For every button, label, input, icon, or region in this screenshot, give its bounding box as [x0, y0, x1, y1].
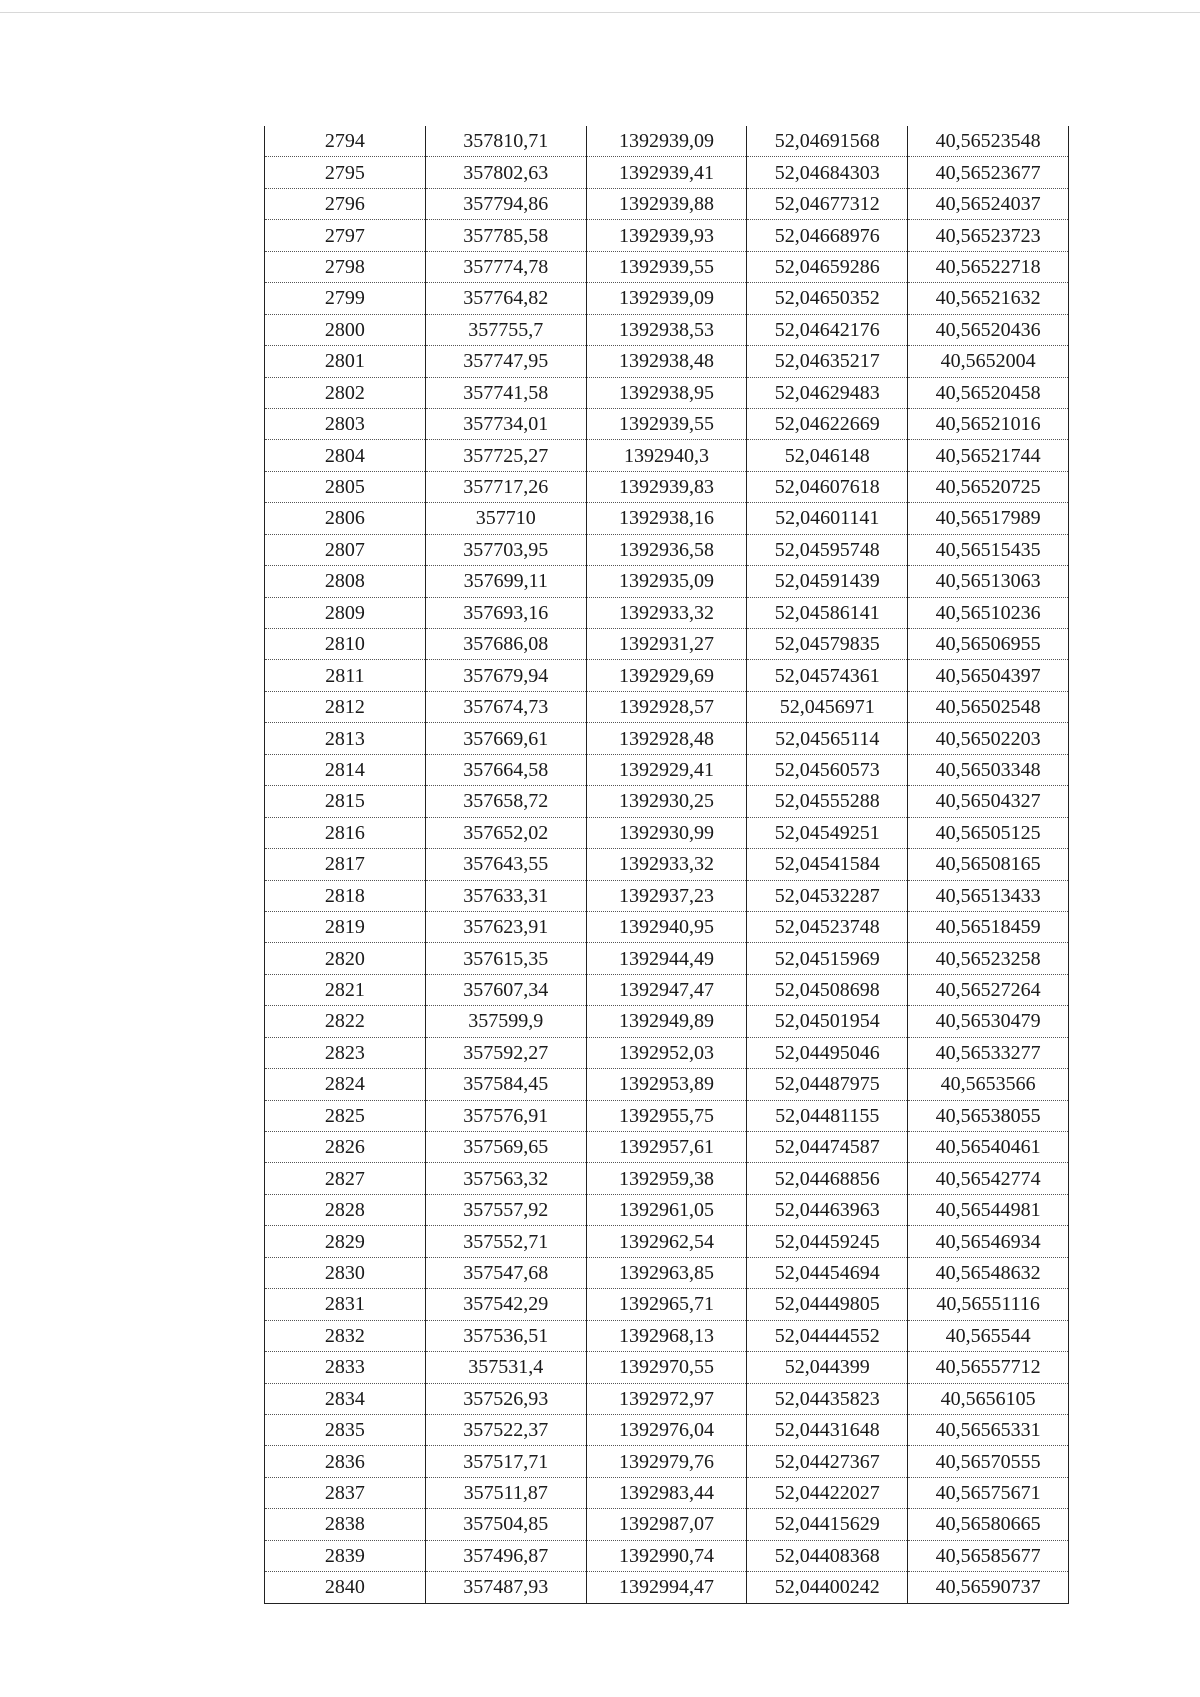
y-coordinate-cell: 1392944,49 — [586, 943, 747, 974]
longitude-cell: 40,565544 — [908, 1320, 1069, 1351]
latitude-cell: 52,04574361 — [747, 660, 908, 691]
latitude-cell: 52,04595748 — [747, 534, 908, 565]
table-row — [265, 1572, 1069, 1603]
x-coordinate-cell: 357607,34 — [425, 974, 586, 1005]
latitude-cell: 52,04650352 — [747, 283, 908, 314]
latitude-cell: 52,04555288 — [747, 786, 908, 817]
y-coordinate-cell: 1392939,83 — [586, 471, 747, 502]
point-number-cell: 2822 — [265, 1006, 426, 1037]
point-number-cell: 2834 — [265, 1383, 426, 1414]
latitude-cell: 52,04444552 — [747, 1320, 908, 1351]
point-number-cell: 2817 — [265, 849, 426, 880]
x-coordinate-cell: 357557,92 — [425, 1194, 586, 1225]
table-row — [265, 597, 1069, 628]
table-row — [265, 974, 1069, 1005]
latitude-cell: 52,0456971 — [747, 691, 908, 722]
x-coordinate-cell: 357487,93 — [425, 1572, 586, 1603]
y-coordinate-cell: 1392962,54 — [586, 1226, 747, 1257]
table-row — [265, 849, 1069, 880]
y-coordinate-cell: 1392931,27 — [586, 629, 747, 660]
x-coordinate-cell: 357643,55 — [425, 849, 586, 880]
longitude-cell: 40,5656105 — [908, 1383, 1069, 1414]
longitude-cell: 40,56590737 — [908, 1572, 1069, 1603]
table-row — [265, 911, 1069, 942]
y-coordinate-cell: 1392994,47 — [586, 1572, 747, 1603]
y-coordinate-cell: 1392939,93 — [586, 220, 747, 251]
y-coordinate-cell: 1392938,48 — [586, 346, 747, 377]
y-coordinate-cell: 1392990,74 — [586, 1540, 747, 1571]
table-row — [265, 660, 1069, 691]
y-coordinate-cell: 1392938,53 — [586, 314, 747, 345]
x-coordinate-cell: 357699,11 — [425, 566, 586, 597]
point-number-cell: 2805 — [265, 471, 426, 502]
y-coordinate-cell: 1392947,47 — [586, 974, 747, 1005]
longitude-cell: 40,56503348 — [908, 754, 1069, 785]
x-coordinate-cell: 357569,65 — [425, 1132, 586, 1163]
y-coordinate-cell: 1392939,09 — [586, 283, 747, 314]
x-coordinate-cell: 357785,58 — [425, 220, 586, 251]
longitude-cell: 40,56522718 — [908, 251, 1069, 282]
latitude-cell: 52,04601141 — [747, 503, 908, 534]
latitude-cell: 52,04629483 — [747, 377, 908, 408]
point-number-cell: 2821 — [265, 974, 426, 1005]
longitude-cell: 40,56502203 — [908, 723, 1069, 754]
longitude-cell: 40,56530479 — [908, 1006, 1069, 1037]
point-number-cell: 2808 — [265, 566, 426, 597]
point-number-cell: 2820 — [265, 943, 426, 974]
table-row — [265, 1383, 1069, 1414]
y-coordinate-cell: 1392939,55 — [586, 251, 747, 282]
y-coordinate-cell: 1392983,44 — [586, 1477, 747, 1508]
x-coordinate-cell: 357563,32 — [425, 1163, 586, 1194]
y-coordinate-cell: 1392938,16 — [586, 503, 747, 534]
x-coordinate-cell: 357511,87 — [425, 1477, 586, 1508]
table-row — [265, 691, 1069, 722]
point-number-cell: 2801 — [265, 346, 426, 377]
x-coordinate-cell: 357755,7 — [425, 314, 586, 345]
longitude-cell: 40,56523258 — [908, 943, 1069, 974]
y-coordinate-cell: 1392972,97 — [586, 1383, 747, 1414]
table-row — [265, 1320, 1069, 1351]
latitude-cell: 52,04515969 — [747, 943, 908, 974]
point-number-cell: 2804 — [265, 440, 426, 471]
table-row — [265, 1352, 1069, 1383]
longitude-cell: 40,56505125 — [908, 817, 1069, 848]
y-coordinate-cell: 1392930,25 — [586, 786, 747, 817]
x-coordinate-cell: 357542,29 — [425, 1289, 586, 1320]
table-row — [265, 1257, 1069, 1288]
table-row — [265, 754, 1069, 785]
point-number-cell: 2807 — [265, 534, 426, 565]
latitude-cell: 52,04684303 — [747, 157, 908, 188]
latitude-cell: 52,04422027 — [747, 1477, 908, 1508]
longitude-cell: 40,56538055 — [908, 1100, 1069, 1131]
latitude-cell: 52,04635217 — [747, 346, 908, 377]
x-coordinate-cell: 357522,37 — [425, 1414, 586, 1445]
latitude-cell: 52,04474587 — [747, 1132, 908, 1163]
latitude-cell: 52,04415629 — [747, 1509, 908, 1540]
point-number-cell: 2835 — [265, 1414, 426, 1445]
y-coordinate-cell: 1392955,75 — [586, 1100, 747, 1131]
latitude-cell: 52,04591439 — [747, 566, 908, 597]
y-coordinate-cell: 1392933,32 — [586, 849, 747, 880]
longitude-cell: 40,56527264 — [908, 974, 1069, 1005]
latitude-cell: 52,04508698 — [747, 974, 908, 1005]
table-row — [265, 1194, 1069, 1225]
longitude-cell: 40,56570555 — [908, 1446, 1069, 1477]
longitude-cell: 40,5652004 — [908, 346, 1069, 377]
x-coordinate-cell: 357576,91 — [425, 1100, 586, 1131]
latitude-cell: 52,04468856 — [747, 1163, 908, 1194]
point-number-cell: 2816 — [265, 817, 426, 848]
x-coordinate-cell: 357794,86 — [425, 188, 586, 219]
scan-edge-line — [0, 12, 1200, 13]
x-coordinate-cell: 357592,27 — [425, 1037, 586, 1068]
latitude-cell: 52,04677312 — [747, 188, 908, 219]
table-row — [265, 1446, 1069, 1477]
x-coordinate-cell: 357741,58 — [425, 377, 586, 408]
table-row — [265, 1289, 1069, 1320]
point-number-cell: 2812 — [265, 691, 426, 722]
table-row — [265, 534, 1069, 565]
y-coordinate-cell: 1392953,89 — [586, 1069, 747, 1100]
coordinates-table-body — [265, 126, 1069, 1603]
longitude-cell: 40,56523548 — [908, 126, 1069, 157]
point-number-cell: 2828 — [265, 1194, 426, 1225]
latitude-cell: 52,04523748 — [747, 911, 908, 942]
point-number-cell: 2837 — [265, 1477, 426, 1508]
point-number-cell: 2795 — [265, 157, 426, 188]
latitude-cell: 52,04454694 — [747, 1257, 908, 1288]
table-row — [265, 1069, 1069, 1100]
latitude-cell: 52,04607618 — [747, 471, 908, 502]
table-row — [265, 440, 1069, 471]
table-row — [265, 1163, 1069, 1194]
point-number-cell: 2794 — [265, 126, 426, 157]
y-coordinate-cell: 1392965,71 — [586, 1289, 747, 1320]
x-coordinate-cell: 357747,95 — [425, 346, 586, 377]
point-number-cell: 2811 — [265, 660, 426, 691]
table-row — [265, 943, 1069, 974]
point-number-cell: 2840 — [265, 1572, 426, 1603]
x-coordinate-cell: 357717,26 — [425, 471, 586, 502]
x-coordinate-cell: 357764,82 — [425, 283, 586, 314]
point-number-cell: 2818 — [265, 880, 426, 911]
x-coordinate-cell: 357774,78 — [425, 251, 586, 282]
point-number-cell: 2836 — [265, 1446, 426, 1477]
point-number-cell: 2827 — [265, 1163, 426, 1194]
point-number-cell: 2824 — [265, 1069, 426, 1100]
latitude-cell: 52,046148 — [747, 440, 908, 471]
longitude-cell: 40,56523723 — [908, 220, 1069, 251]
point-number-cell: 2833 — [265, 1352, 426, 1383]
y-coordinate-cell: 1392929,69 — [586, 660, 747, 691]
x-coordinate-cell: 357599,9 — [425, 1006, 586, 1037]
x-coordinate-cell: 357710 — [425, 503, 586, 534]
longitude-cell: 40,56517989 — [908, 503, 1069, 534]
longitude-cell: 40,56533277 — [908, 1037, 1069, 1068]
longitude-cell: 40,56502548 — [908, 691, 1069, 722]
table-row — [265, 786, 1069, 817]
x-coordinate-cell: 357679,94 — [425, 660, 586, 691]
point-number-cell: 2823 — [265, 1037, 426, 1068]
table-row — [265, 1226, 1069, 1257]
table-row — [265, 880, 1069, 911]
point-number-cell: 2799 — [265, 283, 426, 314]
table-row — [265, 1006, 1069, 1037]
latitude-cell: 52,04408368 — [747, 1540, 908, 1571]
y-coordinate-cell: 1392930,99 — [586, 817, 747, 848]
y-coordinate-cell: 1392940,95 — [586, 911, 747, 942]
y-coordinate-cell: 1392976,04 — [586, 1414, 747, 1445]
x-coordinate-cell: 357496,87 — [425, 1540, 586, 1571]
y-coordinate-cell: 1392979,76 — [586, 1446, 747, 1477]
table-row — [265, 408, 1069, 439]
longitude-cell: 40,56542774 — [908, 1163, 1069, 1194]
longitude-cell: 40,56524037 — [908, 188, 1069, 219]
latitude-cell: 52,04586141 — [747, 597, 908, 628]
y-coordinate-cell: 1392957,61 — [586, 1132, 747, 1163]
latitude-cell: 52,04449805 — [747, 1289, 908, 1320]
x-coordinate-cell: 357664,58 — [425, 754, 586, 785]
longitude-cell: 40,56523677 — [908, 157, 1069, 188]
y-coordinate-cell: 1392936,58 — [586, 534, 747, 565]
x-coordinate-cell: 357693,16 — [425, 597, 586, 628]
latitude-cell: 52,04541584 — [747, 849, 908, 880]
table-row — [265, 251, 1069, 282]
point-number-cell: 2810 — [265, 629, 426, 660]
y-coordinate-cell: 1392928,57 — [586, 691, 747, 722]
table-row — [265, 471, 1069, 502]
longitude-cell: 40,56518459 — [908, 911, 1069, 942]
x-coordinate-cell: 357531,4 — [425, 1352, 586, 1383]
point-number-cell: 2826 — [265, 1132, 426, 1163]
point-number-cell: 2832 — [265, 1320, 426, 1351]
x-coordinate-cell: 357615,35 — [425, 943, 586, 974]
table-row — [265, 1100, 1069, 1131]
y-coordinate-cell: 1392959,38 — [586, 1163, 747, 1194]
table-row — [265, 723, 1069, 754]
table-row — [265, 1509, 1069, 1540]
table-row — [265, 220, 1069, 251]
point-number-cell: 2839 — [265, 1540, 426, 1571]
latitude-cell: 52,04487975 — [747, 1069, 908, 1100]
y-coordinate-cell: 1392940,3 — [586, 440, 747, 471]
point-number-cell: 2831 — [265, 1289, 426, 1320]
table-row — [265, 629, 1069, 660]
x-coordinate-cell: 357633,31 — [425, 880, 586, 911]
latitude-cell: 52,044399 — [747, 1352, 908, 1383]
latitude-cell: 52,04532287 — [747, 880, 908, 911]
longitude-cell: 40,56546934 — [908, 1226, 1069, 1257]
coordinates-table — [264, 126, 1069, 1604]
point-number-cell: 2813 — [265, 723, 426, 754]
x-coordinate-cell: 357674,73 — [425, 691, 586, 722]
y-coordinate-cell: 1392939,09 — [586, 126, 747, 157]
y-coordinate-cell: 1392987,07 — [586, 1509, 747, 1540]
x-coordinate-cell: 357669,61 — [425, 723, 586, 754]
y-coordinate-cell: 1392938,95 — [586, 377, 747, 408]
y-coordinate-cell: 1392935,09 — [586, 566, 747, 597]
latitude-cell: 52,04549251 — [747, 817, 908, 848]
x-coordinate-cell: 357584,45 — [425, 1069, 586, 1100]
point-number-cell: 2796 — [265, 188, 426, 219]
longitude-cell: 40,56520725 — [908, 471, 1069, 502]
longitude-cell: 40,56544981 — [908, 1194, 1069, 1225]
point-number-cell: 2803 — [265, 408, 426, 439]
point-number-cell: 2838 — [265, 1509, 426, 1540]
point-number-cell: 2829 — [265, 1226, 426, 1257]
longitude-cell: 40,56548632 — [908, 1257, 1069, 1288]
x-coordinate-cell: 357547,68 — [425, 1257, 586, 1288]
longitude-cell: 40,56506955 — [908, 629, 1069, 660]
table-row — [265, 817, 1069, 848]
longitude-cell: 40,56551116 — [908, 1289, 1069, 1320]
longitude-cell: 40,56513063 — [908, 566, 1069, 597]
point-number-cell: 2802 — [265, 377, 426, 408]
x-coordinate-cell: 357517,71 — [425, 1446, 586, 1477]
x-coordinate-cell: 357623,91 — [425, 911, 586, 942]
y-coordinate-cell: 1392939,55 — [586, 408, 747, 439]
table-row — [265, 1540, 1069, 1571]
y-coordinate-cell: 1392952,03 — [586, 1037, 747, 1068]
x-coordinate-cell: 357802,63 — [425, 157, 586, 188]
point-number-cell: 2806 — [265, 503, 426, 534]
x-coordinate-cell: 357734,01 — [425, 408, 586, 439]
table-row — [265, 1132, 1069, 1163]
longitude-cell: 40,56580665 — [908, 1509, 1069, 1540]
table-row — [265, 377, 1069, 408]
table-row — [265, 566, 1069, 597]
x-coordinate-cell: 357810,71 — [425, 126, 586, 157]
point-number-cell: 2800 — [265, 314, 426, 345]
latitude-cell: 52,04400242 — [747, 1572, 908, 1603]
longitude-cell: 40,56585677 — [908, 1540, 1069, 1571]
latitude-cell: 52,04435823 — [747, 1383, 908, 1414]
x-coordinate-cell: 357703,95 — [425, 534, 586, 565]
table-row — [265, 314, 1069, 345]
latitude-cell: 52,04579835 — [747, 629, 908, 660]
latitude-cell: 52,04495046 — [747, 1037, 908, 1068]
x-coordinate-cell: 357652,02 — [425, 817, 586, 848]
longitude-cell: 40,56513433 — [908, 880, 1069, 911]
latitude-cell: 52,04481155 — [747, 1100, 908, 1131]
x-coordinate-cell: 357504,85 — [425, 1509, 586, 1540]
latitude-cell: 52,04459245 — [747, 1226, 908, 1257]
y-coordinate-cell: 1392968,13 — [586, 1320, 747, 1351]
longitude-cell: 40,56540461 — [908, 1132, 1069, 1163]
longitude-cell: 40,56520436 — [908, 314, 1069, 345]
y-coordinate-cell: 1392933,32 — [586, 597, 747, 628]
latitude-cell: 52,04668976 — [747, 220, 908, 251]
x-coordinate-cell: 357552,71 — [425, 1226, 586, 1257]
table-row — [265, 126, 1069, 157]
y-coordinate-cell: 1392929,41 — [586, 754, 747, 785]
longitude-cell: 40,56504397 — [908, 660, 1069, 691]
table-row — [265, 1477, 1069, 1508]
longitude-cell: 40,5653566 — [908, 1069, 1069, 1100]
x-coordinate-cell: 357536,51 — [425, 1320, 586, 1351]
table-row — [265, 188, 1069, 219]
point-number-cell: 2809 — [265, 597, 426, 628]
longitude-cell: 40,56557712 — [908, 1352, 1069, 1383]
point-number-cell: 2830 — [265, 1257, 426, 1288]
x-coordinate-cell: 357686,08 — [425, 629, 586, 660]
latitude-cell: 52,04501954 — [747, 1006, 908, 1037]
latitude-cell: 52,04560573 — [747, 754, 908, 785]
y-coordinate-cell: 1392939,88 — [586, 188, 747, 219]
y-coordinate-cell: 1392928,48 — [586, 723, 747, 754]
point-number-cell: 2798 — [265, 251, 426, 282]
table-row — [265, 283, 1069, 314]
table-row — [265, 1414, 1069, 1445]
latitude-cell: 52,04691568 — [747, 126, 908, 157]
longitude-cell: 40,56565331 — [908, 1414, 1069, 1445]
longitude-cell: 40,56515435 — [908, 534, 1069, 565]
longitude-cell: 40,56508165 — [908, 849, 1069, 880]
latitude-cell: 52,04565114 — [747, 723, 908, 754]
x-coordinate-cell: 357725,27 — [425, 440, 586, 471]
longitude-cell: 40,56521016 — [908, 408, 1069, 439]
point-number-cell: 2814 — [265, 754, 426, 785]
point-number-cell: 2815 — [265, 786, 426, 817]
longitude-cell: 40,56521744 — [908, 440, 1069, 471]
y-coordinate-cell: 1392939,41 — [586, 157, 747, 188]
latitude-cell: 52,04622669 — [747, 408, 908, 439]
table-row — [265, 1037, 1069, 1068]
x-coordinate-cell: 357658,72 — [425, 786, 586, 817]
longitude-cell: 40,56521632 — [908, 283, 1069, 314]
y-coordinate-cell: 1392963,85 — [586, 1257, 747, 1288]
table-row — [265, 346, 1069, 377]
point-number-cell: 2797 — [265, 220, 426, 251]
point-number-cell: 2819 — [265, 911, 426, 942]
x-coordinate-cell: 357526,93 — [425, 1383, 586, 1414]
longitude-cell: 40,56504327 — [908, 786, 1069, 817]
y-coordinate-cell: 1392949,89 — [586, 1006, 747, 1037]
y-coordinate-cell: 1392970,55 — [586, 1352, 747, 1383]
latitude-cell: 52,04642176 — [747, 314, 908, 345]
latitude-cell: 52,04659286 — [747, 251, 908, 282]
y-coordinate-cell: 1392937,23 — [586, 880, 747, 911]
table-row — [265, 503, 1069, 534]
latitude-cell: 52,04427367 — [747, 1446, 908, 1477]
point-number-cell: 2825 — [265, 1100, 426, 1131]
latitude-cell: 52,04463963 — [747, 1194, 908, 1225]
y-coordinate-cell: 1392961,05 — [586, 1194, 747, 1225]
table-row — [265, 157, 1069, 188]
longitude-cell: 40,56510236 — [908, 597, 1069, 628]
longitude-cell: 40,56520458 — [908, 377, 1069, 408]
latitude-cell: 52,04431648 — [747, 1414, 908, 1445]
longitude-cell: 40,56575671 — [908, 1477, 1069, 1508]
